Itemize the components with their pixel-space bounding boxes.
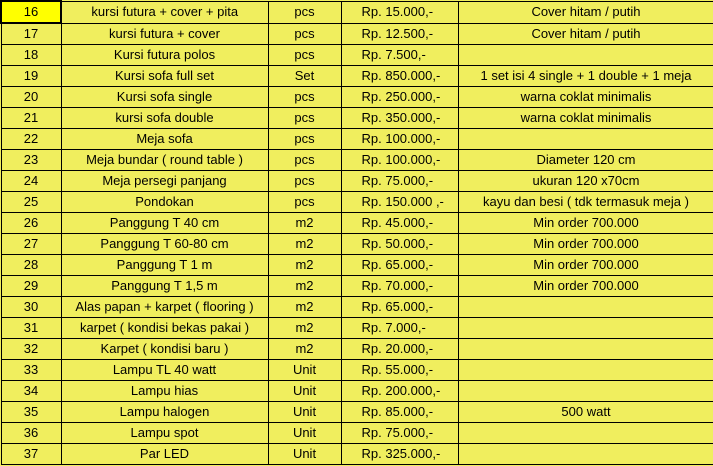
cell-note[interactable] bbox=[458, 360, 713, 381]
table-row bbox=[1, 339, 713, 360]
cell-number[interactable]: 25 bbox=[1, 192, 61, 213]
table-row bbox=[1, 318, 713, 339]
table-row bbox=[1, 192, 713, 213]
table-row bbox=[1, 444, 713, 465]
cell-item[interactable]: Pondokan bbox=[61, 192, 268, 213]
cell-note[interactable]: Diameter 120 cm bbox=[458, 150, 713, 171]
table-row bbox=[1, 402, 713, 423]
cell-unit[interactable]: pcs bbox=[268, 171, 341, 192]
table-row bbox=[1, 108, 713, 129]
cell-number[interactable]: 29 bbox=[1, 276, 61, 297]
cell-number[interactable]: 22 bbox=[1, 129, 61, 150]
cell-number[interactable]: 28 bbox=[1, 255, 61, 276]
cell-number[interactable]: 35 bbox=[1, 402, 61, 423]
cell-price[interactable]: Rp. 50.000,- bbox=[341, 234, 458, 255]
cell-price[interactable]: Rp. 20.000,- bbox=[341, 339, 458, 360]
cell-price[interactable]: Rp. 15.000,- bbox=[341, 1, 458, 23]
cell-note[interactable]: ukuran 120 x70cm bbox=[458, 171, 713, 192]
cell-number[interactable]: 27 bbox=[1, 234, 61, 255]
cell-item[interactable]: Lampu halogen bbox=[61, 402, 268, 423]
table-row bbox=[1, 87, 713, 108]
cell-item[interactable]: Meja persegi panjang bbox=[61, 171, 268, 192]
cell-price[interactable]: Rp. 75.000,- bbox=[341, 423, 458, 444]
cell-price[interactable]: Rp. 85.000,- bbox=[341, 402, 458, 423]
table-row bbox=[1, 255, 713, 276]
cell-item[interactable]: Lampu spot bbox=[61, 423, 268, 444]
table-row bbox=[1, 23, 713, 45]
cell-price[interactable]: Rp. 65.000,- bbox=[341, 255, 458, 276]
cell-item[interactable]: kursi futura + cover + pita bbox=[61, 1, 268, 23]
cell-item[interactable]: Panggung T 1 m bbox=[61, 255, 268, 276]
cell-number[interactable]: 23 bbox=[1, 150, 61, 171]
cell-unit[interactable]: pcs bbox=[268, 87, 341, 108]
cell-price[interactable]: Rp. 45.000,- bbox=[341, 213, 458, 234]
cell-unit[interactable]: Unit bbox=[268, 444, 341, 465]
cell-note[interactable]: Min order 700.000 bbox=[458, 213, 713, 234]
table-row bbox=[1, 1, 713, 23]
cell-item[interactable]: Panggung T 40 cm bbox=[61, 213, 268, 234]
cell-item[interactable]: kursi sofa double bbox=[61, 108, 268, 129]
cell-item[interactable]: Lampu hias bbox=[61, 381, 268, 402]
cell-item[interactable]: Alas papan + karpet ( flooring ) bbox=[61, 297, 268, 318]
cell-note[interactable] bbox=[458, 381, 713, 402]
cell-unit[interactable]: Set bbox=[268, 66, 341, 87]
cell-unit[interactable]: m2 bbox=[268, 255, 341, 276]
cell-unit[interactable]: m2 bbox=[268, 213, 341, 234]
cell-note[interactable]: warna coklat minimalis bbox=[458, 108, 713, 129]
cell-price[interactable]: Rp. 250.000,- bbox=[341, 87, 458, 108]
cell-note[interactable]: Cover hitam / putih bbox=[458, 1, 713, 23]
cell-item[interactable]: Kursi futura polos bbox=[61, 45, 268, 66]
cell-unit[interactable]: Unit bbox=[268, 402, 341, 423]
cell-note[interactable] bbox=[458, 339, 713, 360]
cell-price[interactable]: Rp. 150.000 ,- bbox=[341, 192, 458, 213]
cell-number[interactable]: 34 bbox=[1, 381, 61, 402]
cell-price[interactable]: Rp. 350.000,- bbox=[341, 108, 458, 129]
cell-note[interactable]: warna coklat minimalis bbox=[458, 87, 713, 108]
table-row bbox=[1, 360, 713, 381]
cell-number[interactable]: 30 bbox=[1, 297, 61, 318]
cell-item[interactable]: Par LED bbox=[61, 444, 268, 465]
cell-price[interactable]: Rp. 325.000,- bbox=[341, 444, 458, 465]
cell-item[interactable]: Panggung T 60-80 cm bbox=[61, 234, 268, 255]
cell-note[interactable]: Min order 700.000 bbox=[458, 234, 713, 255]
cell-item[interactable]: Kursi sofa full set bbox=[61, 66, 268, 87]
cell-price[interactable]: Rp. 200.000,- bbox=[341, 381, 458, 402]
cell-price[interactable]: Rp. 100.000,- bbox=[341, 150, 458, 171]
cell-price[interactable]: Rp. 65.000,- bbox=[341, 297, 458, 318]
table-row bbox=[1, 381, 713, 402]
cell-note[interactable]: Min order 700.000 bbox=[458, 255, 713, 276]
cell-unit[interactable]: Unit bbox=[268, 360, 341, 381]
cell-unit[interactable]: m2 bbox=[268, 318, 341, 339]
cell-unit[interactable]: m2 bbox=[268, 297, 341, 318]
cell-note[interactable]: 1 set isi 4 single + 1 double + 1 meja bbox=[458, 66, 713, 87]
cell-unit[interactable]: pcs bbox=[268, 108, 341, 129]
cell-unit[interactable]: pcs bbox=[268, 192, 341, 213]
cell-item[interactable]: Kursi sofa single bbox=[61, 87, 268, 108]
cell-unit[interactable]: pcs bbox=[268, 23, 341, 45]
cell-note[interactable] bbox=[458, 129, 713, 150]
cell-number[interactable]: 37 bbox=[1, 444, 61, 465]
cell-note[interactable]: kayu dan besi ( tdk termasuk meja ) bbox=[458, 192, 713, 213]
table-row bbox=[1, 423, 713, 444]
table-row bbox=[1, 150, 713, 171]
cell-note[interactable] bbox=[458, 318, 713, 339]
table-row bbox=[1, 276, 713, 297]
cell-number[interactable]: 26 bbox=[1, 213, 61, 234]
cell-price[interactable]: Rp. 100.000,- bbox=[341, 129, 458, 150]
cell-number[interactable]: 20 bbox=[1, 87, 61, 108]
table-row bbox=[1, 234, 713, 255]
cell-unit[interactable]: m2 bbox=[268, 276, 341, 297]
cell-number[interactable]: 33 bbox=[1, 360, 61, 381]
cell-item[interactable]: Meja bundar ( round table ) bbox=[61, 150, 268, 171]
cell-unit[interactable]: pcs bbox=[268, 45, 341, 66]
cell-unit[interactable]: Unit bbox=[268, 423, 341, 444]
cell-number[interactable]: 21 bbox=[1, 108, 61, 129]
cell-note[interactable] bbox=[458, 45, 713, 66]
table-row bbox=[1, 297, 713, 318]
table-row bbox=[1, 66, 713, 87]
cell-number[interactable]: 17 bbox=[1, 23, 61, 45]
cell-unit[interactable]: pcs bbox=[268, 129, 341, 150]
cell-note[interactable]: Cover hitam / putih bbox=[458, 23, 713, 45]
cell-price[interactable]: Rp. 70.000,- bbox=[341, 276, 458, 297]
cell-unit[interactable]: pcs bbox=[268, 150, 341, 171]
table-row bbox=[1, 213, 713, 234]
cell-item[interactable]: Meja sofa bbox=[61, 129, 268, 150]
cell-number[interactable]: 19 bbox=[1, 66, 61, 87]
cell-note[interactable]: Min order 700.000 bbox=[458, 276, 713, 297]
cell-unit[interactable]: m2 bbox=[268, 339, 341, 360]
cell-price[interactable]: Rp. 55.000,- bbox=[341, 360, 458, 381]
cell-unit[interactable]: Unit bbox=[268, 381, 341, 402]
cell-number[interactable]: 36 bbox=[1, 423, 61, 444]
cell-note[interactable]: 500 watt bbox=[458, 402, 713, 423]
cell-price[interactable]: Rp. 7.500,- bbox=[341, 45, 458, 66]
cell-number[interactable]: 24 bbox=[1, 171, 61, 192]
cell-note[interactable] bbox=[458, 297, 713, 318]
cell-unit[interactable]: m2 bbox=[268, 234, 341, 255]
cell-item[interactable]: Lampu TL 40 watt bbox=[61, 360, 268, 381]
cell-item[interactable]: Karpet ( kondisi baru ) bbox=[61, 339, 268, 360]
cell-item[interactable]: karpet ( kondisi bekas pakai ) bbox=[61, 318, 268, 339]
cell-item[interactable]: kursi futura + cover bbox=[61, 23, 268, 45]
cell-price[interactable]: Rp. 7.000,- bbox=[341, 318, 458, 339]
cell-number[interactable]: 18 bbox=[1, 45, 61, 66]
cell-price[interactable]: Rp. 850.000,- bbox=[341, 66, 458, 87]
cell-number[interactable]: 31 bbox=[1, 318, 61, 339]
cell-item[interactable]: Panggung T 1,5 m bbox=[61, 276, 268, 297]
cell-note[interactable] bbox=[458, 444, 713, 465]
cell-number[interactable]: 32 bbox=[1, 339, 61, 360]
cell-unit[interactable]: pcs bbox=[268, 1, 341, 23]
table-row bbox=[1, 45, 713, 66]
cell-number[interactable]: 16 bbox=[1, 1, 61, 23]
cell-price[interactable]: Rp. 12.500,- bbox=[341, 23, 458, 45]
table-row bbox=[1, 129, 713, 150]
cell-price[interactable]: Rp. 75.000,- bbox=[341, 171, 458, 192]
cell-note[interactable] bbox=[458, 423, 713, 444]
table-row bbox=[1, 171, 713, 192]
